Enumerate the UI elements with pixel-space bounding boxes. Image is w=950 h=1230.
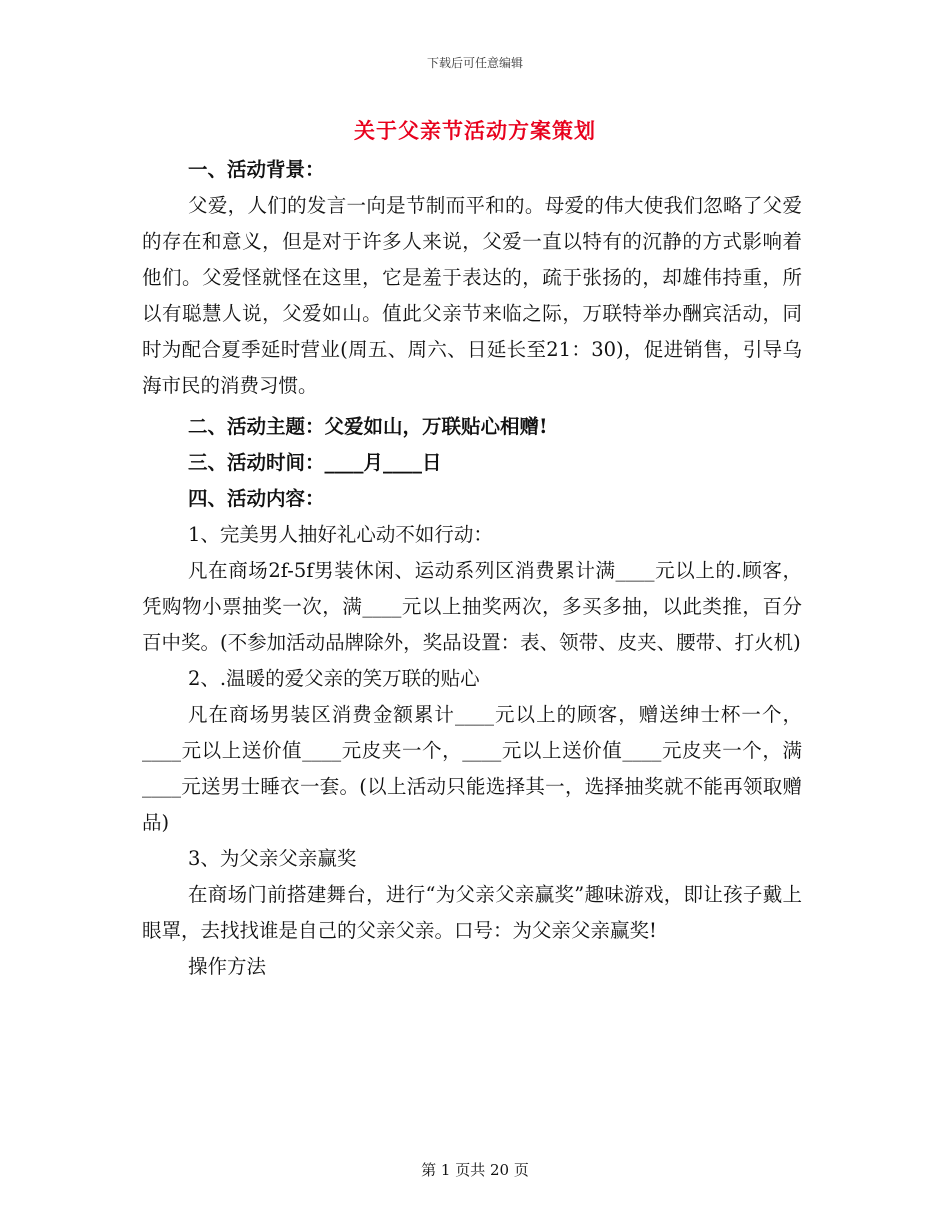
page-header-note: 下载后可任意编辑 [426, 56, 523, 70]
item-heading-3: 3、为父亲父亲赢奖 [188, 847, 357, 870]
paragraph-item-2: 凡在商场男装区消费金额累计____元以上的顾客，赠送绅士杯一个，____元以上送价值____元皮夹一个，____元以上送价值____元皮夹一个，满____元送男士睡衣一套。(以上活动只能选择其一，选择抽奖就不能再领取赠品) [142, 703, 802, 834]
section-heading-theme: 二、活动主题：父爱如山，万联贴心相赠! [188, 415, 548, 438]
item-heading-1: 1、完美男人抽好礼心动不如行动： [188, 523, 493, 546]
item-heading-2: 2、.温暖的爱父亲的笑万联的贴心 [188, 667, 480, 690]
section-heading-content: 四、活动内容： [188, 487, 325, 510]
paragraph-item-1: 凡在商场2f-5f男装休闲、运动系列区消费累计满____元以上的.顾客，凭购物小票抽奖一次，满____元以上抽奖两次，多买多抽，以此类推，百分百中奖。(不参加活动品牌除外，奖品设置：表、领带、皮夹、腰带、打火机) [142, 559, 802, 654]
section-heading-time: 三、活动时间：____月____日 [188, 451, 442, 474]
document-body [142, 152, 802, 985]
page-number-footer: 第 1 页共 20 页 [421, 1161, 529, 1179]
document-title: 关于父亲节活动方案策划 [354, 118, 596, 143]
paragraph-background: 父爱，人们的发言一向是节制而平和的。母爱的伟大使我们忽略了父爱的存在和意义，但是对于许多人来说，父爱一直以特有的沉静的方式影响着他们。父爱怪就怪在这里，它是羞于表达的，疏于张扬的，却雄伟持重，所以有聪慧人说，父爱如山。值此父亲节来临之际，万联特举办酬宾活动，同时为配合夏季延时营业(周五、周六、日延长至21：30)，促进销售，引导乌海市民的消费习惯。 [142, 194, 802, 397]
section-heading-background: 一、活动背景： [188, 158, 325, 181]
paragraph-operation: 操作方法 [188, 955, 267, 978]
paragraph-item-3: 在商场门前搭建舞台，进行“为父亲父亲赢奖”趣味游戏，即让孩子戴上眼罩，去找找谁是自己的父亲父亲。口号：为父亲父亲赢奖! [142, 883, 802, 942]
